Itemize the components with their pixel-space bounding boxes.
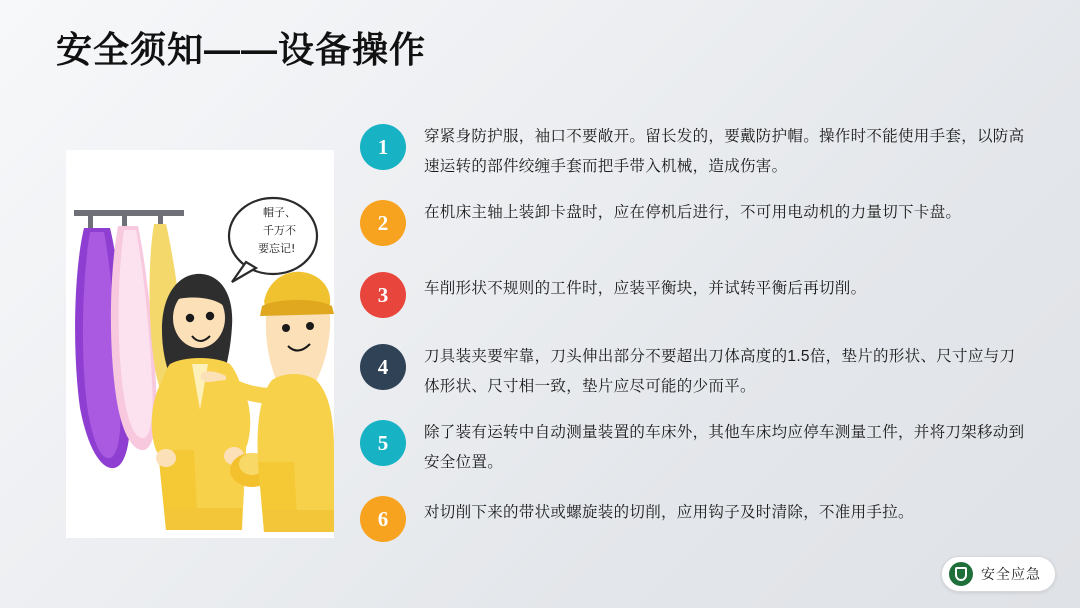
list-item bbox=[360, 342, 1028, 402]
footer-badge-text: 安全应急 bbox=[981, 566, 1041, 582]
shield-icon bbox=[949, 562, 973, 586]
svg-text:要忘记!: 要忘记! bbox=[258, 242, 296, 255]
list-item-text: 在机床主轴上装卸卡盘时，应在停机后进行，不可用电动机的力量切下卡盘。 bbox=[424, 204, 962, 221]
list-item-number: 6 bbox=[360, 496, 406, 542]
list-item-text: 除了装有运转中自动测量装置的车床外，其他车床均应停车测量工件，并将刀架移动到安全位置。 bbox=[424, 424, 1025, 471]
page-title: 安全须知——设备操作 bbox=[56, 29, 427, 70]
svg-text:千万不: 千万不 bbox=[263, 224, 296, 237]
list-item-number: 4 bbox=[360, 344, 406, 390]
list-item bbox=[360, 270, 1028, 326]
list-item bbox=[360, 494, 1028, 550]
list-item bbox=[360, 418, 1028, 478]
list-item-text: 穿紧身防护服，袖口不要敞开。留长发的，要戴防护帽。操作时不能使用手套，以防高速运转的部件绞缠手套而把手带入机械，造成伤害。 bbox=[424, 128, 1025, 175]
list-item bbox=[360, 198, 1028, 254]
cartoon-illustration-svg bbox=[66, 150, 334, 538]
list-item-text: 车削形状不规则的工件时，应装平衡块，并试转平衡后再切削。 bbox=[424, 280, 867, 297]
svg-text:帽子、: 帽子、 bbox=[263, 206, 296, 219]
safety-instruction-list bbox=[360, 122, 1028, 566]
illustration-image bbox=[66, 150, 334, 538]
list-item-number: 5 bbox=[360, 420, 406, 466]
list-item-number: 3 bbox=[360, 272, 406, 318]
list-item-number: 1 bbox=[360, 124, 406, 170]
list-item-text: 刀具装夹要牢靠，刀头伸出部分不要超出刀体高度的1.5倍，垫片的形状、尺寸应与刀体形状、尺寸相一致，垫片应尽可能的少而平。 bbox=[424, 348, 1016, 395]
list-item bbox=[360, 122, 1028, 182]
list-item-number: 2 bbox=[360, 200, 406, 246]
footer-badge bbox=[941, 556, 1056, 592]
list-item-text: 对切削下来的带状或螺旋装的切削，应用钩子及时清除，不准用手拉。 bbox=[424, 504, 914, 521]
